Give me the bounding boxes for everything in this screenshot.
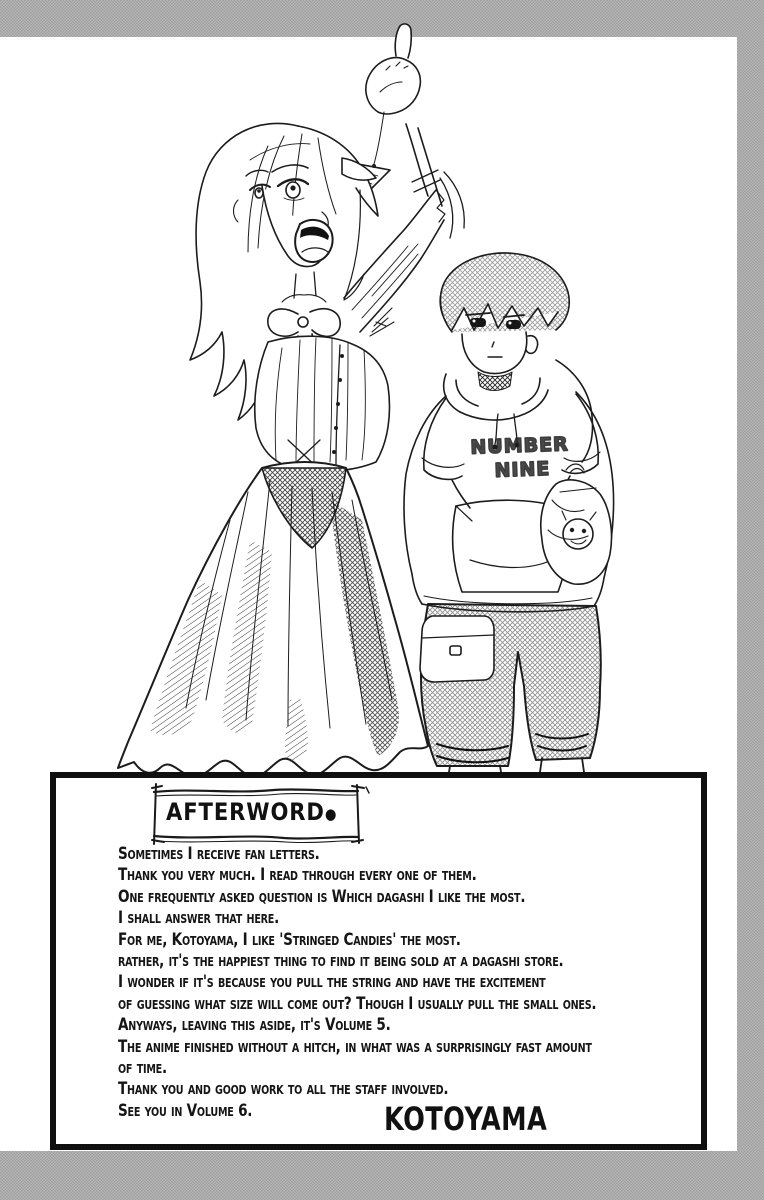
afterword-title [166, 798, 337, 826]
afterword-line: Sometimes I receive fan letters. [118, 844, 320, 864]
toy-bag [541, 464, 612, 584]
afterword-line: See you in Volume 6. [118, 1100, 253, 1121]
hoodie-print-line1: NUMBER [470, 433, 570, 459]
author-signature: KOTOYAMA [384, 1100, 548, 1138]
afterword-line: rather, it's the happiest thing to find it being sold at a dagashi store. [118, 950, 564, 971]
afterword-line: Thank you and good work to all the staff involved. [118, 1079, 449, 1100]
afterword-line: of guessing what size will come out? Though I usually pull the small ones. [118, 993, 597, 1014]
afterword-panel [50, 772, 707, 1150]
afterword-line: I wonder if it's because you pull the string and have the excitement [118, 972, 546, 993]
girl-figure [118, 24, 464, 777]
afterword-line: The anime finished without a hitch, in what was a surprisingly fast amount [118, 1036, 592, 1057]
afterword-line: For me, Kotoyama, I like 'Stringed Candies' the most. [118, 929, 461, 950]
afterword-line: One frequently asked question is Which dagashi I like the most. [118, 886, 526, 907]
afterword-line: I shall answer that here. [118, 908, 280, 929]
afterword-title-text: AFTERWORD [166, 798, 325, 826]
afterword-line: Anyways, leaving this aside, it's Volume 5. [118, 1015, 391, 1036]
afterword-text [118, 844, 696, 1122]
title-period-dot: ● [324, 805, 337, 823]
afterword-title-block [144, 782, 380, 848]
afterword-line: Thank you very much. I read through every one of them. [118, 865, 477, 886]
afterword-line: of time. [118, 1057, 167, 1078]
hoodie-print-line2: NINE [494, 457, 551, 482]
boy-figure [404, 253, 614, 772]
